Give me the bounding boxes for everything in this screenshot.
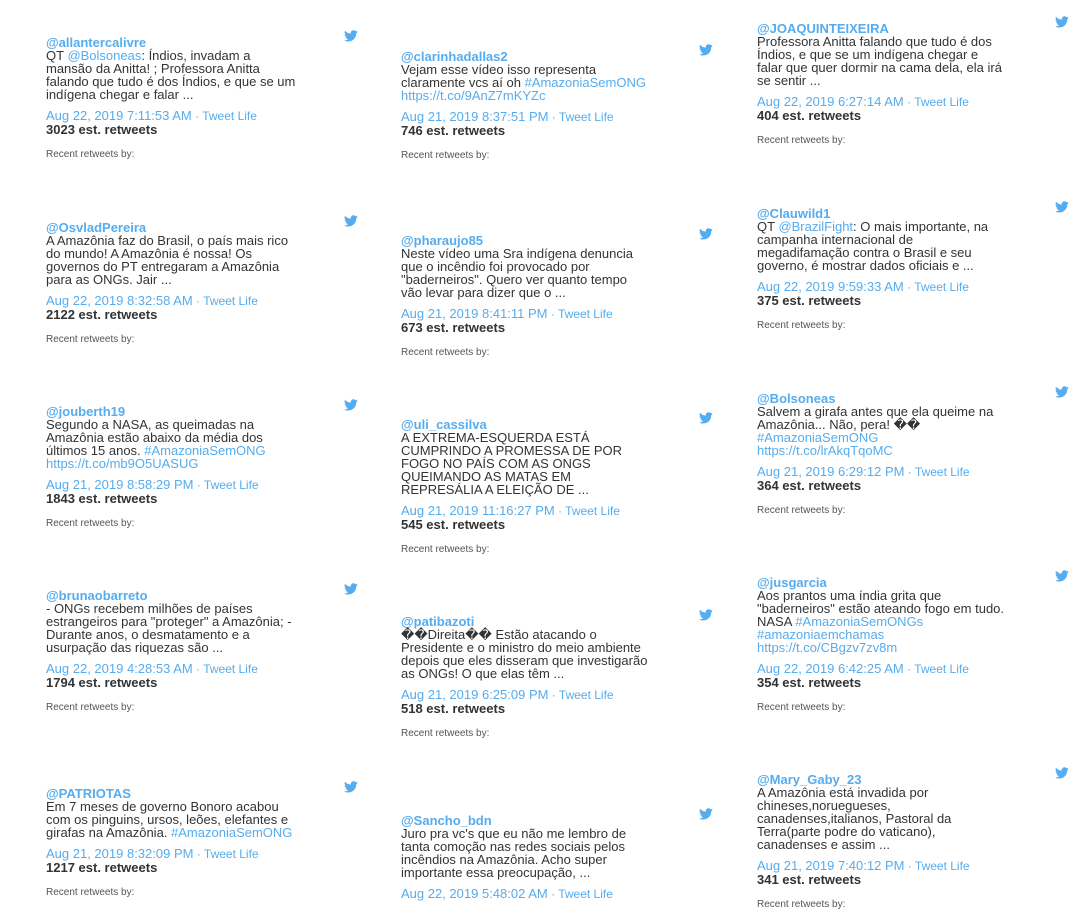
tweet-author-handle[interactable]: @Clauwild1 — [757, 206, 831, 221]
meta-separator: · — [903, 280, 915, 294]
retweet-count: 1843 est. retweets — [46, 491, 158, 506]
tweet-author-handle[interactable]: @Bolsoneas — [757, 391, 836, 406]
tweet-author-handle[interactable]: @uli_cassilva — [401, 417, 487, 432]
tweet-meta — [757, 95, 1057, 109]
tweet-date-link[interactable]: Aug 21, 2019 8:58:29 PM — [46, 477, 194, 492]
tweet-date-link[interactable]: Aug 22, 2019 6:27:14 AM — [757, 94, 904, 109]
tweet-text — [401, 431, 651, 496]
tweet-text — [46, 49, 296, 101]
tweet-link[interactable]: @Bolsoneas — [67, 48, 142, 63]
tweet-author-handle[interactable]: @brunaobarreto — [46, 588, 148, 603]
tweet-author-handle[interactable]: @jusgarcia — [757, 575, 827, 590]
tweet-card — [757, 773, 1057, 910]
tweet-text-segment: Em 7 meses de governo Bonoro acabou com os pinguins, ursos, leões, elefantes e girafas na Amazônia. — [46, 799, 289, 840]
twitter-bird-icon[interactable] — [699, 411, 713, 423]
recent-retweets-label: Recent retweets by: — [401, 347, 490, 358]
twitter-bird-icon[interactable] — [344, 398, 358, 410]
tweet-card — [401, 418, 701, 555]
tweet-date-link[interactable]: Aug 21, 2019 11:16:27 PM — [401, 503, 555, 518]
tweet-card — [757, 576, 1057, 713]
tweet-date-link[interactable]: Aug 21, 2019 6:29:12 PM — [757, 464, 905, 479]
recent-retweets-label: Recent retweets by: — [401, 728, 490, 739]
meta-separator: · — [192, 662, 204, 676]
tweet-meta — [757, 280, 1057, 294]
tweet-card — [46, 787, 346, 898]
tweet-card — [46, 36, 346, 160]
tweet-link[interactable]: #AmazoniaSemONG — [757, 430, 879, 445]
meta-separator: · — [548, 688, 559, 702]
meta-separator: · — [904, 859, 915, 873]
tweet-text-segment: : Índios, invadam a mansão da Anitta! ; Professora Anitta falando que tudo é dos Índios, e que se um indígena chegar e falar ... — [46, 48, 296, 102]
tweet-card — [46, 589, 346, 713]
tweet-link[interactable]: #amazoniaemchamas — [757, 627, 885, 642]
tweet-life-link[interactable]: Tweet Life — [914, 859, 970, 873]
tweet-text — [401, 628, 651, 680]
retweet-count: 1794 est. retweets — [46, 675, 158, 690]
twitter-bird-icon[interactable] — [699, 227, 713, 239]
tweet-date-link[interactable]: Aug 22, 2019 7:11:53 AM — [46, 108, 192, 123]
tweet-link[interactable]: @BrazilFight — [778, 219, 854, 234]
tweet-link[interactable]: #AmazoniaSemONGs — [795, 614, 924, 629]
recent-retweets-label: Recent retweets by: — [46, 334, 135, 345]
tweet-text-segment: QT — [757, 219, 779, 234]
tweet-meta — [757, 662, 1057, 676]
meta-separator: · — [903, 95, 915, 109]
tweet-date-link[interactable]: Aug 21, 2019 8:32:09 PM — [46, 846, 194, 861]
retweet-count: 2122 est. retweets — [46, 307, 158, 322]
tweet-text — [757, 786, 1007, 851]
twitter-bird-icon[interactable] — [1055, 569, 1069, 581]
retweet-count: 3023 est. retweets — [46, 122, 158, 137]
meta-separator: · — [547, 887, 559, 901]
recent-retweets-label: Recent retweets by: — [46, 149, 135, 160]
tweet-date-link[interactable]: Aug 22, 2019 4:28:53 AM — [46, 661, 193, 676]
tweet-date-link[interactable]: Aug 22, 2019 6:42:25 AM — [757, 661, 904, 676]
tweet-text-segment: A Amazônia está invadida por chineses,noruegueses, canadenses,italianos, Pastoral da Terra(parte podre do vaticano), canadenses e assim ... — [757, 785, 952, 852]
recent-retweets-label: Recent retweets by: — [757, 702, 846, 713]
tweet-life-link[interactable]: Tweet Life — [914, 280, 969, 294]
tweet-life-link[interactable]: Tweet Life — [558, 887, 613, 901]
tweet-life-link[interactable]: Tweet Life — [203, 662, 258, 676]
tweet-life-link[interactable]: Tweet Life — [914, 465, 970, 479]
tweet-text — [757, 589, 1007, 654]
retweet-count: 746 est. retweets — [401, 123, 506, 138]
tweet-life-link[interactable]: Tweet Life — [202, 109, 257, 123]
meta-separator: · — [904, 465, 915, 479]
twitter-bird-icon[interactable] — [699, 608, 713, 620]
tweet-life-link[interactable]: Tweet Life — [914, 662, 969, 676]
twitter-bird-icon[interactable] — [699, 43, 713, 55]
recent-retweets-label: Recent retweets by: — [401, 544, 490, 555]
retweet-count: 545 est. retweets — [401, 517, 506, 532]
meta-separator: · — [193, 847, 204, 861]
tweet-author-handle[interactable]: @PATRIOTAS — [46, 786, 131, 801]
tweet-link[interactable]: https://t.co/lrAkqTqoMC — [757, 443, 893, 458]
tweet-link[interactable]: #AmazoniaSemONG — [144, 443, 266, 458]
retweet-count: 673 est. retweets — [401, 320, 506, 335]
tweet-meta — [401, 307, 701, 321]
tweet-author-handle[interactable]: @JOAQUINTEIXEIRA — [757, 21, 889, 36]
tweet-meta — [401, 887, 701, 901]
recent-retweets-label: Recent retweets by: — [757, 899, 846, 910]
tweet-link[interactable]: #AmazoniaSemONG — [524, 75, 646, 90]
twitter-bird-icon[interactable] — [344, 214, 358, 226]
twitter-bird-icon[interactable] — [699, 807, 713, 819]
retweet-count: 341 est. retweets — [757, 872, 862, 887]
tweet-meta — [757, 859, 1057, 873]
meta-separator: · — [903, 662, 915, 676]
recent-retweets-label: Recent retweets by: — [757, 135, 846, 146]
tweet-date-link[interactable]: Aug 22, 2019 9:59:33 AM — [757, 279, 904, 294]
tweet-link[interactable]: https://t.co/9AnZ7mKYZc — [401, 88, 546, 103]
tweet-text-segment: : O mais importante, na campanha internacional de megadifamação contra o Brasil e seu governo, é mostrar dados oficiais e ... — [757, 219, 989, 273]
tweet-meta — [46, 662, 346, 676]
tweet-card — [757, 207, 1057, 331]
tweet-life-link[interactable]: Tweet Life — [203, 294, 258, 308]
tweet-meta — [46, 294, 346, 308]
tweet-link[interactable]: https://t.co/CBgzv7zv8m — [757, 640, 898, 655]
tweet-meta — [46, 478, 346, 492]
tweet-card — [757, 22, 1057, 146]
tweet-text — [401, 827, 651, 879]
recent-retweets-label: Recent retweets by: — [46, 518, 135, 529]
twitter-bird-icon[interactable] — [344, 29, 358, 41]
tweet-life-link[interactable]: Tweet Life — [565, 504, 620, 518]
retweet-count: 518 est. retweets — [401, 701, 506, 716]
tweet-text — [757, 220, 1007, 272]
tweet-text — [401, 247, 651, 299]
tweet-date-link[interactable]: Aug 21, 2019 8:41:11 PM — [401, 306, 548, 321]
tweet-text — [46, 800, 296, 839]
retweet-count: 375 est. retweets — [757, 293, 862, 308]
tweet-text-segment: A EXTREMA-ESQUERDA ESTÁ CUMPRINDO A PROMESSA DE POR FOGO NO PAÍS COM AS ONGS QUEIMANDO AS MATAS EM REPRESÁLIA A ELEIÇÃO DE ... — [401, 430, 623, 497]
tweet-author-handle[interactable]: @allantercalivre — [46, 35, 147, 50]
tweet-card — [757, 392, 1057, 516]
meta-separator: · — [192, 294, 204, 308]
tweet-text-segment: Professora Anitta falando que tudo é dos Índios, e que se um indígena chegar e falar que quer dormir na cama dela, ela irá se sentir ... — [757, 34, 1002, 88]
tweet-text — [757, 405, 1007, 457]
tweet-text — [401, 63, 651, 102]
tweet-author-handle[interactable]: @pharaujo85 — [401, 233, 484, 248]
tweet-meta — [757, 465, 1057, 479]
tweet-meta — [401, 504, 701, 518]
tweet-card — [401, 50, 701, 161]
tweet-author-handle[interactable]: @OsvladPereira — [46, 220, 147, 235]
tweet-text-segment: - ONGs recebem milhões de países estrangeiros para "proteger" a Amazônia; - Durante anos, o desmatamento e a usurpação das riquezas são ... — [46, 601, 292, 655]
tweet-card — [401, 615, 701, 739]
recent-retweets-label: Recent retweets by: — [46, 702, 135, 713]
retweet-count: 354 est. retweets — [757, 675, 862, 690]
tweet-link[interactable]: #AmazoniaSemONG — [171, 825, 293, 840]
tweet-life-link[interactable]: Tweet Life — [203, 478, 259, 492]
tweet-author-handle[interactable]: @clarinhadallas2 — [401, 49, 508, 64]
meta-separator: · — [191, 109, 203, 123]
tweet-card — [46, 221, 346, 345]
tweet-meta — [401, 110, 701, 124]
tweet-author-handle[interactable]: @jouberth19 — [46, 404, 126, 419]
tweet-author-handle[interactable]: @patibazoti — [401, 614, 475, 629]
tweet-text-segment: QT — [46, 48, 68, 63]
tweet-date-link[interactable]: Aug 22, 2019 5:48:02 AM — [401, 886, 548, 901]
meta-separator: · — [548, 110, 559, 124]
tweet-life-link[interactable]: Tweet Life — [914, 95, 969, 109]
twitter-bird-icon[interactable] — [344, 780, 358, 792]
tweet-life-link[interactable]: Tweet Life — [558, 110, 614, 124]
recent-retweets-label: Recent retweets by: — [757, 505, 846, 516]
tweet-text — [757, 35, 1007, 87]
meta-separator: · — [193, 478, 204, 492]
tweet-text-segment: Vejam esse vídeo isso representa claramente vcs aí oh — [401, 62, 597, 90]
tweet-text — [46, 418, 296, 470]
tweet-date-link[interactable]: Aug 21, 2019 7:40:12 PM — [757, 858, 905, 873]
tweet-date-link[interactable]: Aug 21, 2019 8:37:51 PM — [401, 109, 549, 124]
tweet-text — [46, 234, 296, 286]
twitter-bird-icon[interactable] — [1055, 385, 1069, 397]
tweet-text-segment: Juro pra vc's que eu não me lembro de tanta comoção nas redes sociais pelos incêndios na Amazônia. Acho super importante essa preocupação, ... — [401, 826, 627, 880]
tweet-text-segment: Neste vídeo uma Sra indígena denuncia que o incêndio foi provocado por "baderneiros". Quero ver quanto tempo vão levar para dizer que o ... — [401, 246, 633, 300]
tweet-text-segment: Aos prantos uma índia grita que "baderneiros" estão ateando fogo em tudo. NASA — [757, 588, 1005, 629]
tweet-text — [46, 602, 296, 654]
tweet-life-link[interactable]: Tweet Life — [557, 307, 613, 321]
tweet-text-segment: Segundo a NASA, as queimadas na Amazônia estão abaixo da média dos últimos 15 anos. — [46, 417, 263, 458]
tweet-card — [401, 234, 701, 358]
twitter-bird-icon[interactable] — [344, 582, 358, 594]
twitter-bird-icon[interactable] — [1055, 15, 1069, 27]
tweet-life-link[interactable]: Tweet Life — [558, 688, 614, 702]
tweet-author-handle[interactable]: @Sancho_bdn — [401, 813, 492, 828]
tweet-card — [46, 405, 346, 529]
twitter-bird-icon[interactable] — [1055, 200, 1069, 212]
tweet-date-link[interactable]: Aug 21, 2019 6:25:09 PM — [401, 687, 549, 702]
twitter-bird-icon[interactable] — [1055, 766, 1069, 778]
retweet-count: 364 est. retweets — [757, 478, 862, 493]
tweet-text-segment: ��Direita�� Estão atacando o Presidente e o ministro do meio ambiente depois que eles disseram que investigarão as ONGs! O que elas têm ... — [401, 627, 648, 681]
tweet-meta — [401, 688, 701, 702]
recent-retweets-label: Recent retweets by: — [401, 150, 490, 161]
recent-retweets-label: Recent retweets by: — [757, 320, 846, 331]
tweet-author-handle[interactable]: @Mary_Gaby_23 — [757, 772, 862, 787]
tweet-link[interactable]: https://t.co/mb9O5UASUG — [46, 456, 199, 471]
tweet-meta — [46, 109, 346, 123]
recent-retweets-label: Recent retweets by: — [46, 887, 135, 898]
retweet-count: 404 est. retweets — [757, 108, 862, 123]
tweet-text-segment: Salvem a girafa antes que ela queime na Amazônia... Não, pera! �� — [757, 404, 994, 432]
meta-separator: · — [554, 504, 566, 518]
tweet-card — [401, 814, 701, 901]
tweet-meta — [46, 847, 346, 861]
tweet-date-link[interactable]: Aug 22, 2019 8:32:58 AM — [46, 293, 193, 308]
retweet-count: 1217 est. retweets — [46, 860, 158, 875]
tweet-text-segment: A Amazônia faz do Brasil, o país mais rico do mundo! A Amazônia é nossa! Os governos do PT entregaram a Amazônia para as ONGs. Jair ... — [46, 233, 289, 287]
tweet-life-link[interactable]: Tweet Life — [203, 847, 259, 861]
meta-separator: · — [547, 307, 558, 321]
